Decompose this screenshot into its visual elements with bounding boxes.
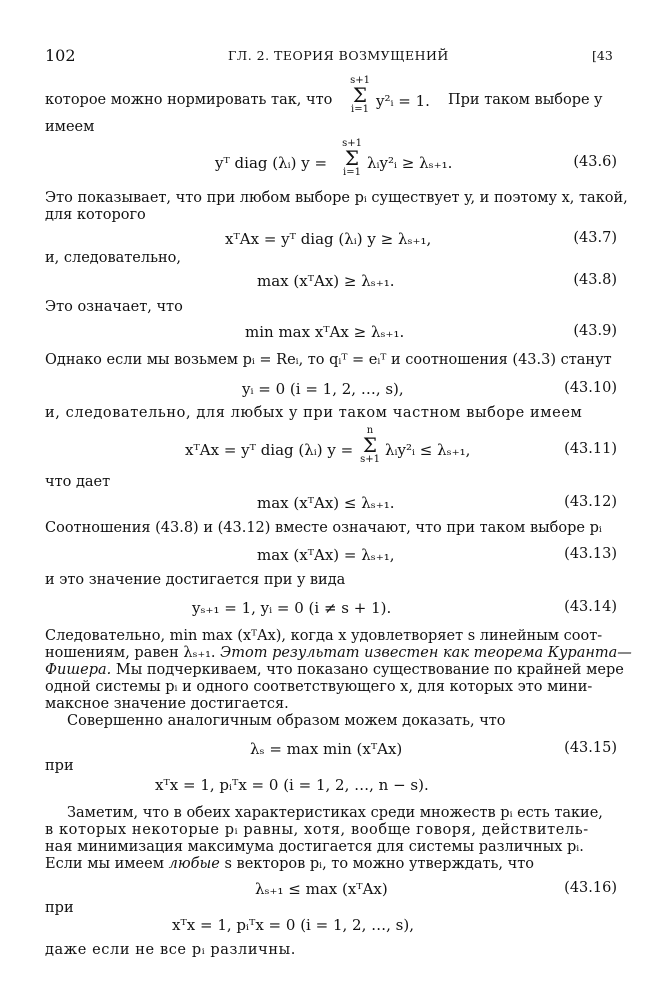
text-line: и это значение достигается при y вида (45, 572, 346, 588)
equation-number: (43.11) (564, 441, 617, 457)
inline-formula: y²ᵢ = 1. (376, 92, 430, 110)
text-line (45, 662, 624, 679)
text-line: даже если не все pᵢ различны. (45, 942, 296, 958)
text-line: для которого (45, 207, 146, 223)
page-number: 102 (45, 46, 76, 65)
text-line: и, следовательно, для любых y при таком частном выборе имеем (45, 405, 583, 421)
text-line: Совершенно аналогичным образом можем доказать, что (67, 713, 506, 729)
equation: xᵀx = 1, pᵢᵀx = 0 (i = 1, 2, …, s), (172, 916, 414, 934)
equation: max (xᵀAx) = λₛ₊₁, (257, 546, 395, 564)
equation-number: (43.6) (573, 154, 617, 170)
text-line: ная минимизация максимума достигается для системы различных pᵢ. (45, 839, 584, 855)
equation: max (xᵀAx) ≥ λₛ₊₁. (257, 272, 395, 290)
equation: xᵀx = 1, pᵢᵀx = 0 (i = 1, 2, …, n − s). (155, 776, 429, 794)
text-line: Это означает, что (45, 299, 183, 315)
text-line: имеем (45, 119, 95, 135)
italic-text: любые (168, 856, 220, 872)
italic-text: Этот результат известен как теорема Куранта— (220, 645, 632, 661)
sigma-symbol: Σ (362, 433, 378, 457)
equation: λᵢy²ᵢ ≥ λₛ₊₁. (367, 154, 453, 172)
sum-upper-limit: n (366, 425, 374, 436)
text-line: Следовательно, min max (xᵀAx), когда x удовлетворяет s линейным соот- (45, 628, 603, 644)
equation-number: (43.10) (564, 380, 617, 396)
equation: λₛ₊₁ ≤ max (xᵀAx) (255, 880, 388, 898)
equation-number: (43.8) (573, 272, 617, 288)
text-line: Однако если мы возьмем pᵢ = Reᵢ, то qᵢᵀ = eᵢᵀ и соотношения (43.3) станут (45, 352, 612, 368)
equation: λᵢy²ᵢ ≤ λₛ₊₁, (385, 441, 471, 459)
equation: min max xᵀAx ≥ λₛ₊₁. (245, 323, 405, 341)
text-line: что дает (45, 474, 111, 490)
sum-lower-limit: i=1 (343, 167, 361, 178)
equation: λₛ = max min (xᵀAx) (250, 740, 403, 758)
text-line: Это показывает, что при любом выборе pᵢ существует y, и поэтому x, такой, (45, 190, 628, 206)
equation: max (xᵀAx) ≤ λₛ₊₁. (257, 494, 395, 512)
equation: xᵀAx = yᵀ diag (λᵢ) y ≥ λₛ₊₁, (225, 230, 432, 248)
equation-number: (43.7) (573, 230, 617, 246)
running-title: ГЛ. 2. ТЕОРИЯ ВОЗМУЩЕНИЙ (228, 48, 449, 63)
text-line: При таком выборе y (448, 92, 603, 108)
sum-lower-limit: i=1 (351, 104, 369, 115)
equation-number: (43.14) (564, 599, 617, 615)
equation-number: (43.9) (573, 323, 617, 339)
italic-text: Фишера. (45, 662, 112, 678)
sum-lower-limit: s+1 (360, 454, 380, 465)
summation (348, 76, 372, 115)
equation: xᵀAx = yᵀ diag (λᵢ) y = (185, 441, 354, 459)
equation-number: (43.12) (564, 494, 617, 510)
text-line: одной системы pᵢ и одного соответствующего x, для которых это мини- (45, 679, 593, 695)
section-marker: [43 (592, 48, 613, 63)
summation (358, 426, 382, 465)
summation (340, 139, 364, 178)
equation: yᵀ diag (λᵢ) y = (215, 154, 328, 172)
equation-number: (43.13) (564, 546, 617, 562)
text-run: Если мы имеем (45, 856, 165, 872)
equation-number: (43.15) (564, 740, 617, 756)
text-line: Заметим, что в обеих характеристиках среди множеств pᵢ есть такие, (67, 805, 603, 821)
sum-upper-limit: s+1 (350, 75, 370, 86)
text-line: при (45, 900, 74, 916)
text-line (45, 645, 632, 662)
text-run: Мы подчеркиваем, что показано существование по крайней мере (115, 662, 624, 678)
text-line: и, следовательно, (45, 250, 181, 266)
text-line (45, 856, 534, 873)
text-line: в которых некоторые pᵢ равны, хотя, вообще говоря, действитель- (45, 822, 589, 838)
sigma-symbol: Σ (344, 146, 360, 170)
text-line: которое можно нормировать так, что (45, 92, 333, 108)
sum-upper-limit: s+1 (342, 138, 362, 149)
equation: yᵢ = 0 (i = 1, 2, …, s), (242, 380, 404, 398)
text-run: ношениям, равен λₛ₊₁. (45, 645, 216, 661)
sigma-symbol: Σ (352, 83, 368, 107)
text-line: Соотношения (43.8) и (43.12) вместе означают, что при таком выборе pᵢ (45, 520, 602, 536)
text-line: при (45, 758, 74, 774)
text-run: s векторов pᵢ, то можно утверждать, что (224, 856, 534, 872)
equation-number: (43.16) (564, 880, 617, 896)
text-line: максное значение достигается. (45, 696, 289, 712)
equation: yₛ₊₁ = 1, yᵢ = 0 (i ≠ s + 1). (192, 599, 392, 617)
